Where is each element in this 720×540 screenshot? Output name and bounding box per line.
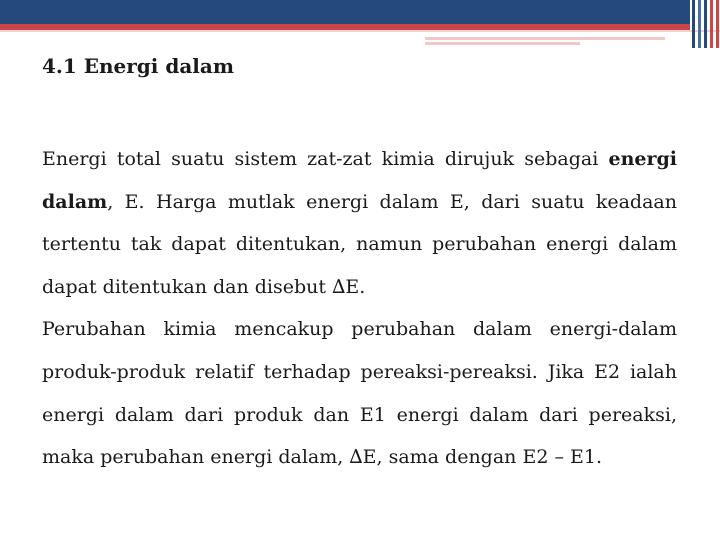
header-stripes bbox=[690, 0, 720, 48]
slide-title: 4.1 Energi dalam bbox=[42, 54, 235, 78]
header-decoration bbox=[0, 0, 720, 30]
header-blue-band bbox=[0, 0, 690, 24]
header-stripe bbox=[698, 0, 701, 48]
paragraph-text: Energi total suatu sistem zat-zat kimia dirujuk sebagai bbox=[42, 148, 609, 170]
decorative-line bbox=[425, 37, 665, 40]
paragraph-internal-energy bbox=[42, 138, 677, 308]
header-light-line bbox=[0, 30, 720, 32]
decorative-line bbox=[425, 42, 580, 45]
paragraph-chemical-change: Perubahan kimia mencakup perubahan dalam energi-dalam produk-produk relatif terhadap pereaksi-pereaksi. Jika E2 ialah energi dalam dari produk dan E1 energi dalam dari pereaksi, maka perubahan energi dalam, ∆E, sama dengan E2 – E1. bbox=[42, 318, 677, 469]
bold-term: energi dalam bbox=[42, 148, 677, 213]
header-stripe bbox=[704, 0, 707, 48]
paragraph-text: , E. Harga mutlak energi dalam E, dari suatu keadaan tertentu tak dapat ditentukan, namun perubahan energi dalam dapat ditentukan dan disebut ∆E. bbox=[42, 190, 677, 298]
header-stripe bbox=[716, 0, 719, 48]
slide-body bbox=[42, 138, 677, 479]
header-stripe bbox=[710, 0, 713, 48]
header-stripe bbox=[692, 0, 695, 48]
